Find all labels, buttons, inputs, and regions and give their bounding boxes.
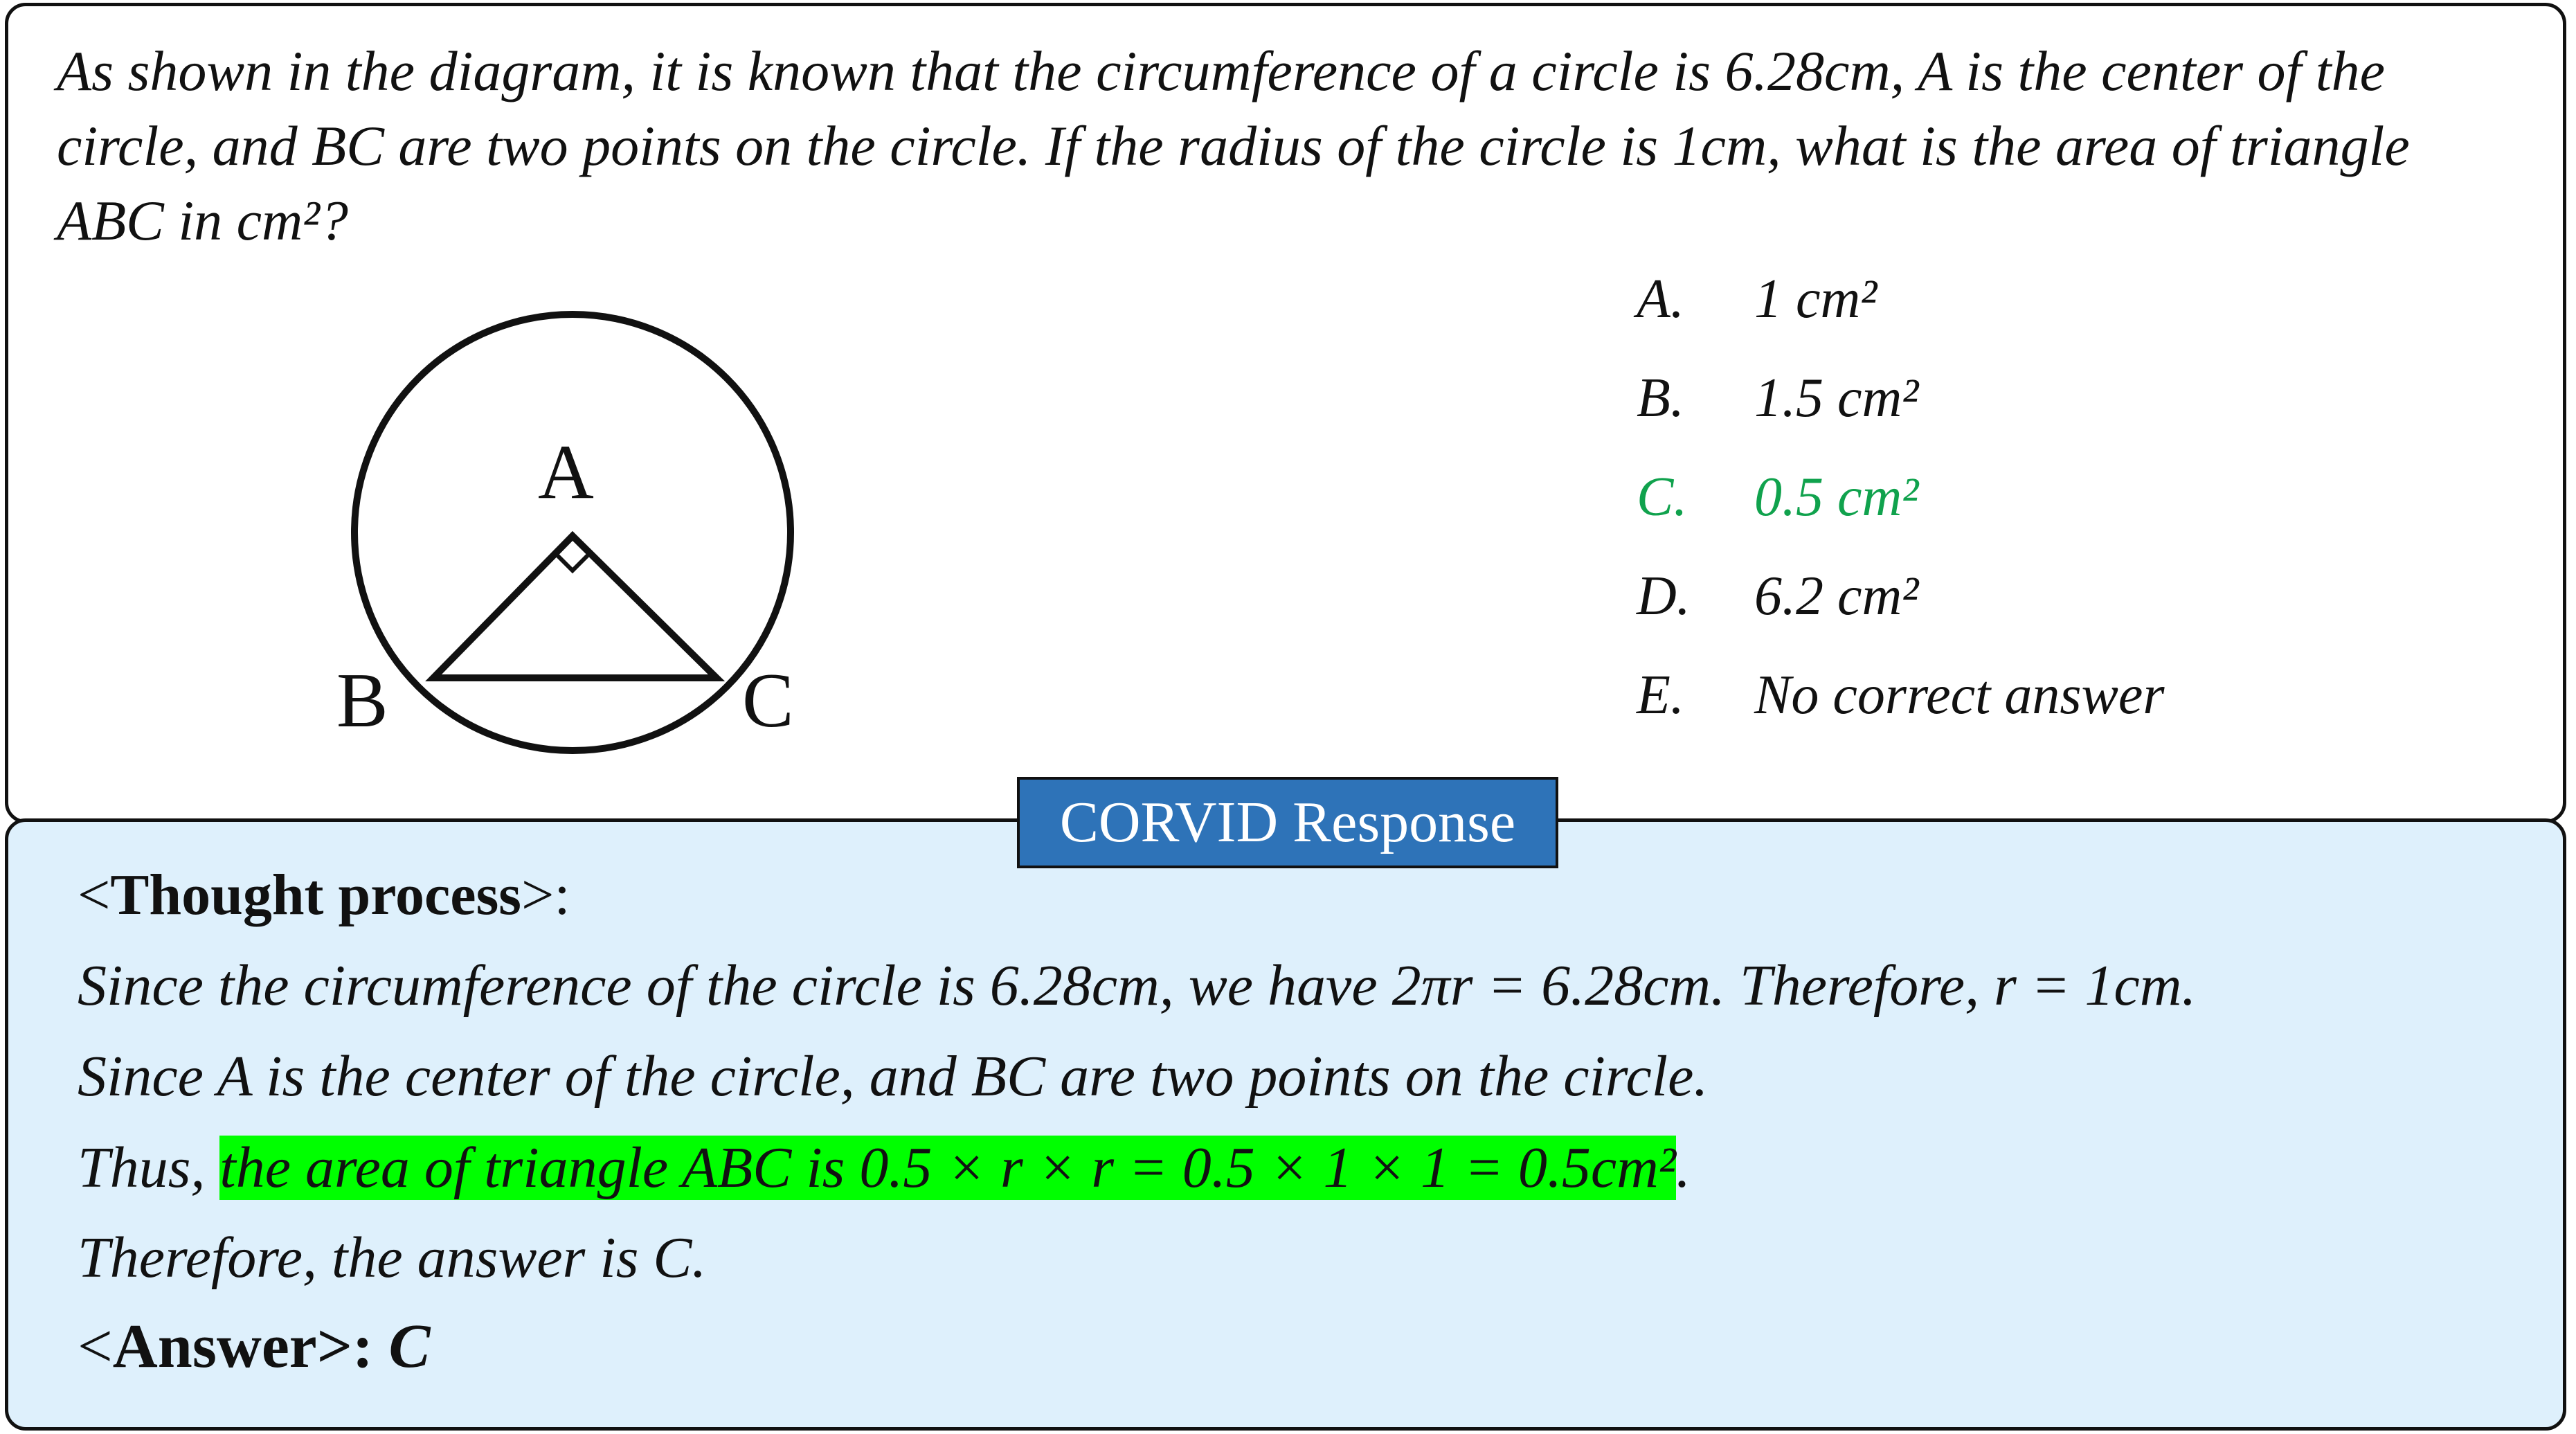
bracket-close: >: — [521, 863, 570, 927]
thought-line-2: Since A is the center of the circle, and BC are two points on the circle. — [78, 1044, 1709, 1109]
point-label-a: A — [538, 429, 594, 515]
answer-line — [78, 1309, 431, 1384]
triangle-abc — [433, 536, 717, 678]
point-label-b: B — [336, 658, 388, 744]
point-label-c: C — [742, 658, 794, 744]
bracket-open: < — [78, 863, 111, 927]
option-letter: A. — [1637, 269, 1684, 330]
option-letter: D. — [1637, 566, 1691, 627]
geometry-figure — [313, 304, 881, 761]
option-c-correct — [1637, 459, 2165, 558]
bracket-close: >: — [316, 1312, 389, 1381]
response-panel — [5, 818, 2566, 1431]
option-text: 1.5 cm² — [1754, 368, 1919, 429]
option-letter: B. — [1637, 368, 1684, 429]
thought-line-4: Therefore, the answer is C. — [78, 1226, 707, 1290]
option-letter: E. — [1637, 665, 1684, 726]
line3-prefix: Thus, — [78, 1136, 220, 1200]
response-badge: CORVID Response — [1017, 777, 1558, 868]
line3-suffix: . — [1675, 1136, 1691, 1200]
option-a — [1637, 261, 2165, 360]
question-panel — [5, 3, 2566, 823]
answer-label: Answer — [112, 1312, 317, 1381]
highlighted-calculation: the area of triangle ABC is 0.5 × r × r = 0.5 × 1 × 1 = 0.5cm² — [219, 1136, 1676, 1200]
thought-process-heading — [78, 858, 570, 933]
option-letter: C. — [1637, 467, 1688, 528]
bracket-open: < — [78, 1312, 113, 1381]
option-e — [1637, 657, 2165, 756]
option-b — [1637, 360, 2165, 459]
option-text: 1 cm² — [1754, 269, 1877, 330]
option-text: 0.5 cm² — [1754, 467, 1919, 528]
question-text: As shown in the diagram, it is known that the circumference of a circle is 6.28cm, A is the center of the circle, and BC are two points on the circle. If the radius of the circle is 1cm, what is the area of triangle ABC in cm²? — [57, 39, 2410, 252]
option-text: 6.2 cm² — [1754, 566, 1919, 627]
answer-value: C — [388, 1312, 431, 1381]
thought-process-label: Thought process — [110, 863, 521, 927]
answer-options — [1637, 261, 2165, 756]
option-d — [1637, 558, 2165, 657]
right-angle-mark — [555, 553, 590, 571]
option-text: No correct answer — [1754, 665, 2165, 726]
thought-line-1: Since the circumference of the circle is 6.28cm, we have 2πr = 6.28cm. Therefore, r = 1cm. — [78, 953, 2197, 1018]
thought-line-3 — [78, 1131, 1691, 1206]
